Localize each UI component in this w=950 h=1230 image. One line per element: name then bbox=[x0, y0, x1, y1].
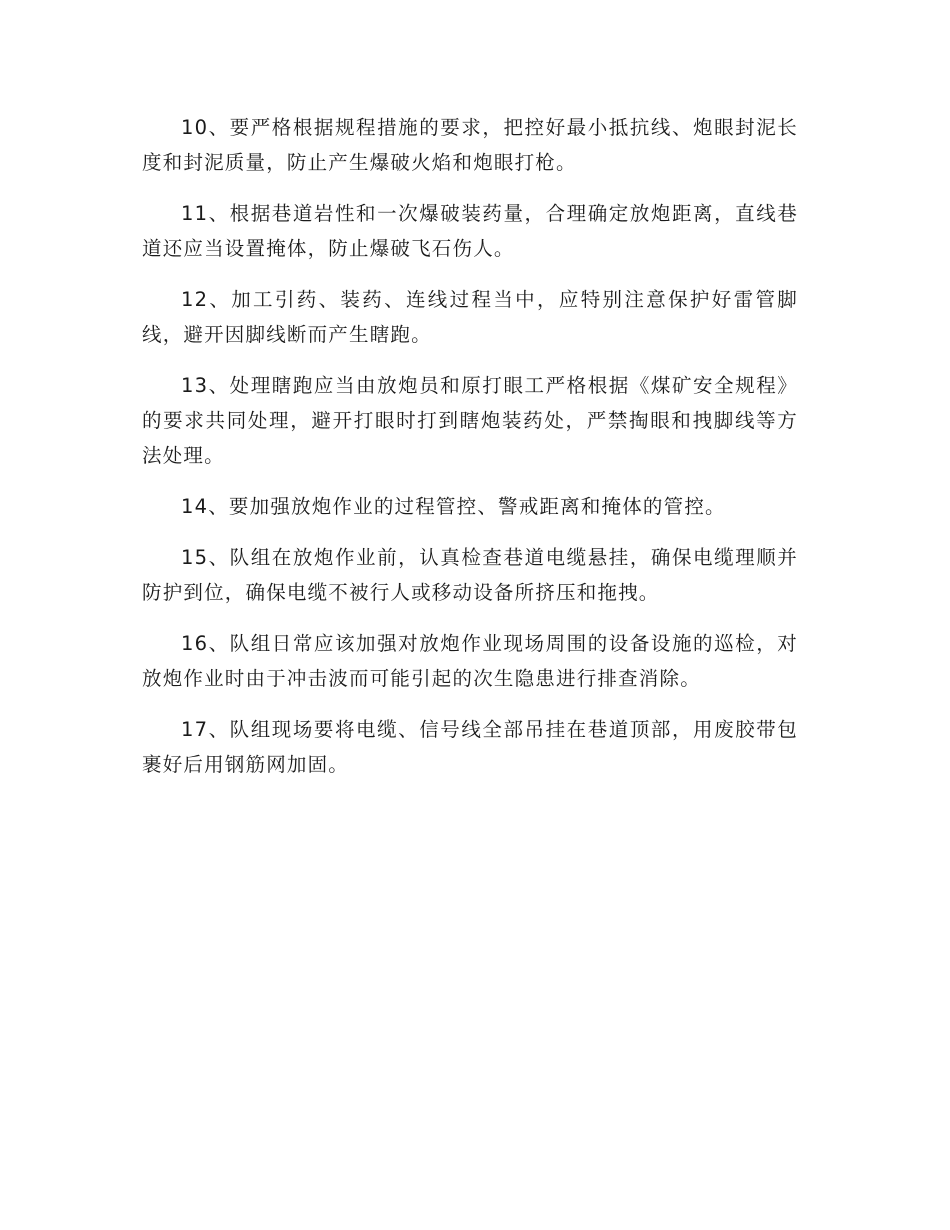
paragraph-11: 11、根据巷道岩性和一次爆破装药量，合理确定放炮距离，直线巷道还应当设置掩体，防止爆破飞石伤人。 bbox=[142, 202, 798, 260]
document-body bbox=[142, 110, 798, 798]
paragraph-10: 10、要严格根据规程措施的要求，把控好最小抵抗线、炮眼封泥长度和封泥质量，防止产生爆破火焰和炮眼打枪。 bbox=[142, 116, 798, 174]
paragraph-16: 16、队组日常应该加强对放炮作业现场周围的设备设施的巡检，对放炮作业时由于冲击波而可能引起的次生隐患进行排查消除。 bbox=[142, 632, 798, 690]
paragraph-14: 14、要加强放炮作业的过程管控、警戒距离和掩体的管控。 bbox=[181, 495, 726, 518]
paragraph-17: 17、队组现场要将电缆、信号线全部吊挂在巷道顶部，用废胶带包裹好后用钢筋网加固。 bbox=[142, 718, 798, 776]
paragraph-15: 15、队组在放炮作业前，认真检查巷道电缆悬挂，确保电缆理顺并防护到位，确保电缆不被行人或移动设备所挤压和拖拽。 bbox=[142, 546, 798, 604]
paragraph-13: 13、处理瞎跑应当由放炮员和原打眼工严格根据《煤矿安全规程》的要求共同处理，避开打眼时打到瞎炮装药处，严禁掏眼和拽脚线等方法处理。 bbox=[142, 374, 798, 467]
paragraph-12: 12、加工引药、装药、连线过程当中，应特别注意保护好雷管脚线，避开因脚线断而产生瞎跑。 bbox=[142, 288, 798, 346]
